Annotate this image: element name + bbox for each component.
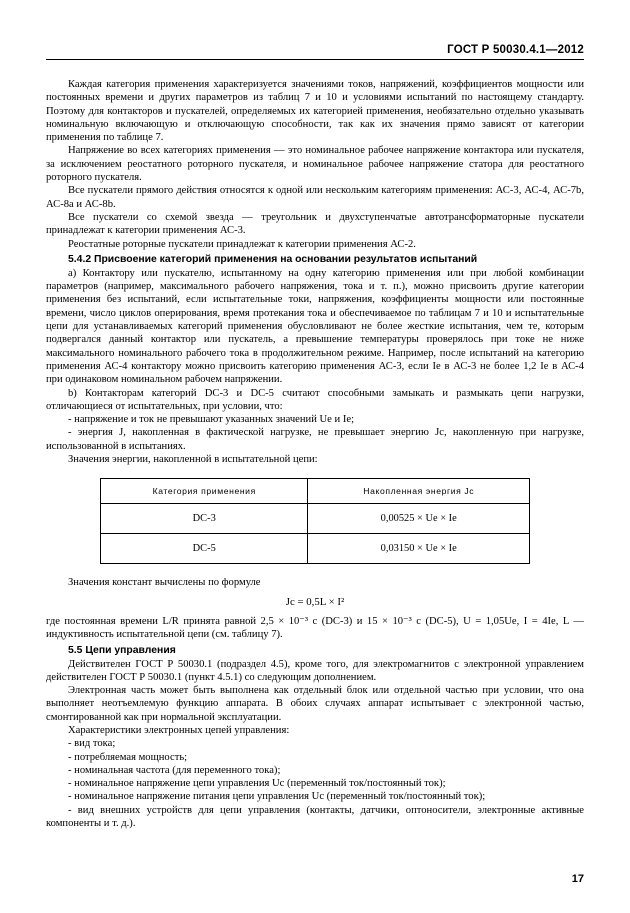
- energy-table-intro: Значения энергии, накопленной в испытательной цепи:: [68, 454, 318, 466]
- column-header-energy: Накопленная энергия Jс: [308, 479, 530, 504]
- paragraph-a: a) Контактору или пускателю, испытанному на одну категорию применения или при любой комбинации параметров (например, максимального рабочего напряжения, тока и т. п.), можно присвоить другие категории применения без испытаний, если испытательные токи, напряжения, коэффициенты мощности или постоянные времени, число циклов оперирования, время протекания тока и обеспечиваемое по таблицам 7 и 10 и испытательные цепи для устанавливаемых категорий применения обусловливают не более жесткие испытания, чем те, которым подвергался данный контактор или пускатель, а превышение температуры проверялось при токе не ниже максимального номинального рабочего тока в продолжительном режиме. Например, после испытаний на категорию применения АС-4 контактору можно присвоить категорию применения АС-3, если Iе в АС-3 не более 1,2 Iе в АС-4 при одинаковом номинальном рабочем напряжении.: [46, 267, 584, 386]
- section-heading-5-4-2: 5.4.2 Присвоение категорий применения на основании результатов испытаний: [68, 253, 478, 265]
- page-header: [46, 44, 584, 56]
- list-item: - потребляемая мощность;: [68, 751, 188, 763]
- energy-table: [100, 478, 530, 564]
- section-heading-5-5: 5.5 Цепи управления: [68, 644, 176, 656]
- table-row: [101, 534, 530, 564]
- column-header-category: Категория применения: [101, 479, 308, 504]
- paragraph-55-1: Действителен ГОСТ Р 50030.1 (подраздел 4.5), кроме того, для электромагнитов с электронной управлением действителен ГОСТ Р 50030.1 (пункт 4.5.1) со следующим дополнением.: [46, 658, 584, 683]
- cell-category: DC-5: [101, 534, 308, 564]
- paragraph-b-item-2: - энергия J, накопленная в фактической нагрузке, не превышает энергию Jс, накопленную при нагрузке, использованной в испытаниях.: [46, 427, 584, 452]
- paragraph-4: Все пускатели со схемой звезда — треугольник и двухступенчатые автотрансформаторные пускатели принадлежат к категории применения АС-3.: [46, 211, 584, 237]
- table-header-row: [101, 479, 530, 504]
- cell-energy: 0,03150 × Uе × Iе: [308, 534, 530, 564]
- standard-number: ГОСТ Р 50030.4.1—2012: [447, 44, 584, 56]
- paragraph-3: Все пускатели прямого действия относятся к одной или нескольким категориям применения: АС-3, АС-4, АС-7b, АС-8а и АС-8b.: [46, 185, 584, 210]
- constants-intro: Значения констант вычислены по формуле: [68, 577, 261, 589]
- paragraph-55-3: Характеристики электронных цепей управления:: [68, 724, 290, 736]
- cell-category: DC-3: [101, 504, 308, 534]
- list-item: - вид внешних устройств для цепи управления (контакты, датчики, оптоносители, электронные активные компоненты и т. д.).: [46, 804, 584, 830]
- cell-energy: 0,00525 × Uе × Iе: [308, 504, 530, 534]
- header-divider: [46, 59, 584, 60]
- page-number: 17: [571, 873, 584, 885]
- paragraph-2: Напряжение во всех категориях применения — это номинальное рабочее напряжение контактора или пускателя, за исключением реостатного роторного пускателя, и номинальное рабочее напряжение статора для реостатного роторного пускателя.: [46, 145, 584, 184]
- formula-explanation: где постоянная времени L/R принята равной 2,5 × 10⁻³ с (DC-3) и 15 × 10⁻³ с (DC-5), U = 1,05Uе, I = 4Iе, L — индуктивность испытательной цепи (см. таблицу 7).: [46, 615, 584, 641]
- list-item: - номинальная частота (для переменного тока);: [68, 764, 281, 776]
- paragraph-b-item-1: - напряжение и ток не превышают указанных значений Uе и Iе;: [68, 414, 355, 426]
- list-item: - номинальное напряжение питания цепи управления Uс (переменный ток/постоянный ток);: [68, 791, 486, 803]
- paragraph-1: Каждая категория применения характеризуется значениями токов, напряжений, коэффициентов мощности или постоянных времени и других параметров из таблиц 7 и 10 и условиями испытаний по настоящему стандарту. Поэтому для контакторов и пускателей, определяемых их категорией применения, необязательно отдельно указывать номинальную включающую и отключающую способности, так как их значения прямо зависят от категории применения по таблице 7.: [46, 79, 584, 144]
- paragraph-5: Реостатные роторные пускатели принадлежат к категории применения АС-2.: [68, 238, 416, 250]
- list-item: - вид тока;: [68, 738, 116, 750]
- paragraph-55-2: Электронная часть может быть выполнена как отдельный блок или отдельной частью при условии, что она выполняет неотъемлемую функцию аппарата. В обоих случаях аппарат испытывает с электронной частью, смонтированной как при нормальной эксплуатации.: [46, 685, 584, 723]
- control-circuit-characteristics-list: [46, 737, 584, 830]
- formula-jc: Jс = 0,5L × I²: [285, 595, 345, 608]
- paragraph-b: b) Контакторам категорий DC-3 и DC-5 считают способными замыкать и размыкать цепи нагрузки, отличающиеся от испытательных, при условии, что:: [46, 387, 584, 412]
- list-item: - номинальное напряжение цепи управления Uс (переменный ток/постоянный ток);: [68, 778, 446, 790]
- table-row: [101, 504, 530, 534]
